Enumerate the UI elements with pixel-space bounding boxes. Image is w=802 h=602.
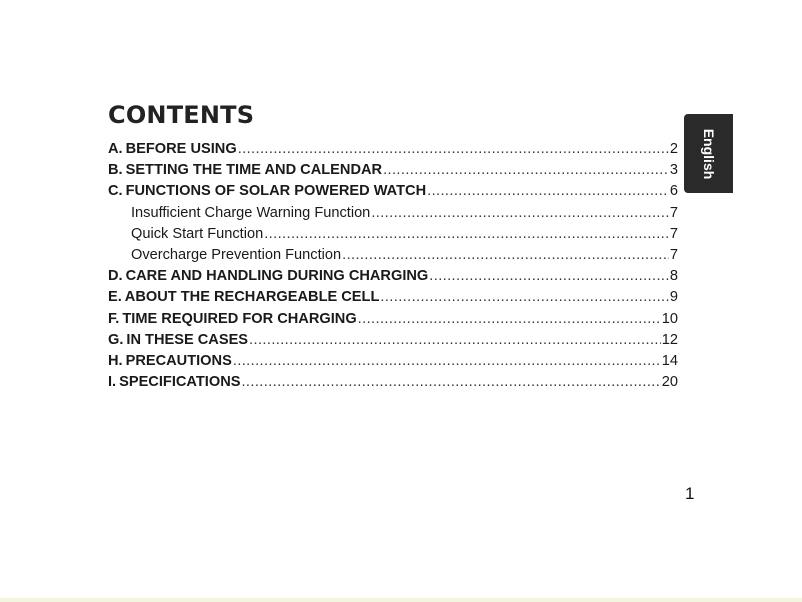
- toc-entry-label: FUNCTIONS OF SOLAR POWERED WATCH: [125, 183, 427, 200]
- toc-entry-label: ABOUT THE RECHARGEABLE CELL: [124, 289, 380, 306]
- toc-entry-label: SETTING THE TIME AND CALENDAR: [125, 162, 383, 179]
- toc-entry[interactable]: [108, 141, 678, 162]
- toc-entry[interactable]: [108, 205, 678, 226]
- toc-entry-letter: C.: [108, 183, 123, 200]
- page-edge: [0, 598, 802, 602]
- toc-entry-label: Overcharge Prevention Function: [131, 246, 342, 263]
- toc-entry-label: PRECAUTIONS: [125, 352, 232, 369]
- toc-entry-letter: I.: [108, 374, 117, 391]
- toc-entry[interactable]: [108, 268, 678, 289]
- toc-entry-label: Insufficient Charge Warning Function: [131, 204, 371, 221]
- toc-entry[interactable]: [108, 374, 678, 395]
- toc-entry-label: BEFORE USING: [125, 141, 237, 157]
- toc-entry-page: 14: [661, 352, 678, 369]
- dot-leader: [238, 141, 669, 157]
- toc-entry-label: SPECIFICATIONS: [119, 374, 241, 391]
- toc-entry-label: Quick Start Function: [131, 225, 264, 242]
- dot-leader: [371, 205, 669, 221]
- toc-entry[interactable]: [108, 226, 678, 247]
- dot-leader: [429, 268, 669, 284]
- page-number: 1: [685, 484, 695, 503]
- toc-entry-page: 6: [669, 183, 678, 200]
- dot-leader: [241, 374, 660, 390]
- toc-entry-letter: H.: [108, 352, 123, 369]
- toc-entry-page: 8: [669, 268, 678, 285]
- toc-entry-page: 3: [669, 162, 678, 179]
- toc-entry[interactable]: [108, 183, 678, 204]
- toc-entry-page: 7: [669, 225, 678, 242]
- toc-entry-letter: F.: [108, 310, 120, 327]
- language-tab: [684, 114, 733, 193]
- toc-entry[interactable]: [108, 353, 678, 374]
- language-tab-label: English: [700, 128, 717, 179]
- dot-leader: [264, 226, 669, 242]
- toc-entry-letter: G.: [108, 331, 124, 348]
- toc-entry-label: IN THESE CASES: [126, 331, 249, 348]
- toc-entry-letter: B.: [108, 162, 123, 179]
- dot-leader: [342, 247, 669, 263]
- toc-entry-page: 7: [669, 246, 678, 263]
- table-of-contents: [108, 141, 678, 395]
- toc-entry-page: 20: [661, 374, 678, 391]
- toc-entry-page: 12: [661, 331, 678, 348]
- toc-entry[interactable]: [108, 332, 678, 353]
- dot-leader: [233, 353, 661, 369]
- toc-entry-label: TIME REQUIRED FOR CHARGING: [122, 310, 357, 327]
- dot-leader: [427, 183, 669, 199]
- dot-leader: [380, 289, 668, 305]
- page-title: CONTENTS: [108, 101, 255, 129]
- toc-entry-letter: E.: [108, 289, 122, 306]
- toc-entry[interactable]: [108, 247, 678, 268]
- toc-entry-letter: D.: [108, 268, 123, 285]
- toc-entry-letter: A.: [108, 141, 123, 157]
- toc-entry[interactable]: [108, 162, 678, 183]
- toc-entry-page: 2: [669, 141, 678, 157]
- toc-entry-page: 9: [669, 289, 678, 306]
- toc-entry[interactable]: [108, 289, 678, 310]
- dot-leader: [249, 332, 661, 348]
- toc-entry-page: 7: [669, 204, 678, 221]
- toc-entry-page: 10: [661, 310, 678, 327]
- dot-leader: [383, 162, 669, 178]
- toc-entry-label: CARE AND HANDLING DURING CHARGING: [125, 268, 429, 285]
- toc-entry[interactable]: [108, 311, 678, 332]
- dot-leader: [358, 311, 661, 327]
